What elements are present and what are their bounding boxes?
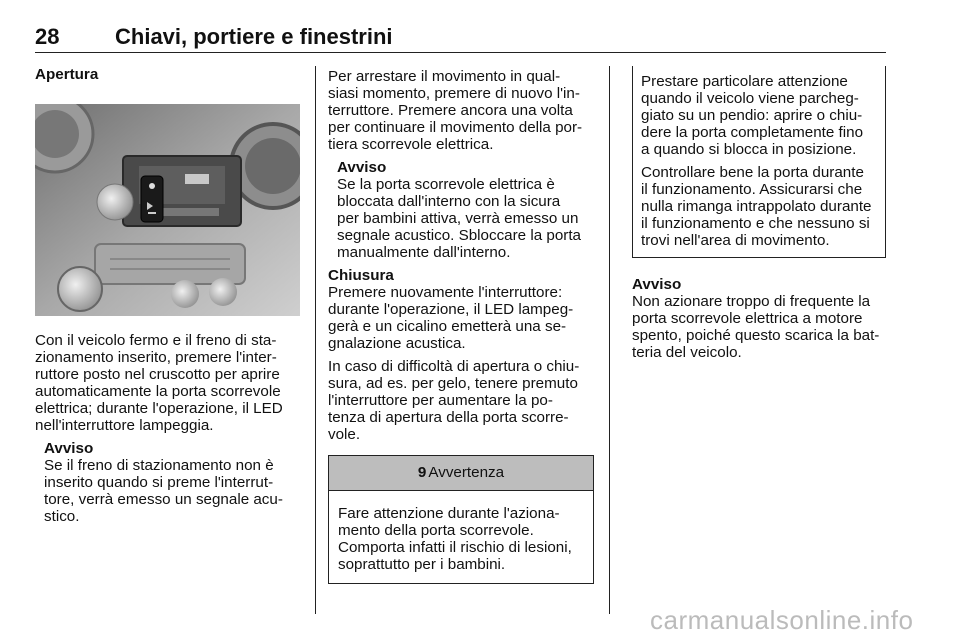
- note-child-lock: [328, 159, 594, 261]
- watermark-text: carmanualsonline.info: [650, 605, 914, 635]
- column-2: [328, 68, 594, 584]
- warning-line: mento della porta scorrevole.: [338, 522, 534, 539]
- warning-line: Controllare bene la porta durante: [641, 164, 864, 181]
- body-line: Con il veicolo fermo e il freno di sta-: [35, 332, 277, 349]
- body-line: tiera scorrevole elettrica.: [328, 136, 494, 153]
- body-line: per continuare il movimento della por-: [328, 119, 583, 136]
- warning-line: Fare attenzione durante l'aziona-: [338, 505, 560, 522]
- body-line: siasi momento, premere di nuovo l'in-: [328, 85, 580, 102]
- body-line: l'interruttore per aumentare la po-: [328, 392, 553, 409]
- body-line: In caso di difficoltà di apertura o chiu-: [328, 358, 580, 375]
- body-line: terruttore. Premere ancora una volta: [328, 102, 573, 119]
- body-line: durante l'operazione, il LED lampeg-: [328, 301, 574, 318]
- warning-line: quando il veicolo viene parcheg-: [641, 90, 859, 107]
- note-line: manualmente dall'interno.: [337, 244, 511, 261]
- trap-warning: [641, 164, 881, 249]
- note-line: segnale acustico. Sbloccare la porta: [337, 227, 581, 244]
- chiusura-text: [328, 284, 594, 352]
- warning-box-continued: [632, 66, 886, 258]
- note-line: bloccata dall'interno con la sicura: [337, 193, 561, 210]
- apertura-instructions: [35, 332, 300, 434]
- page-header: [35, 24, 886, 53]
- note-battery: [632, 276, 886, 361]
- column-1: [35, 66, 300, 525]
- slope-warning: [641, 73, 881, 158]
- note-line: tore, verrà emesso un segnale acu-: [44, 491, 283, 508]
- body-line: gnalazione acustica.: [328, 335, 466, 352]
- note-label: Avviso: [44, 440, 94, 457]
- warning-line: il funzionamento. Assicurarsi che: [641, 181, 863, 198]
- body-line: Per arrestare il movimento in qual-: [328, 68, 561, 85]
- section-heading-chiusura: Chiusura: [328, 267, 394, 284]
- body-line: sura, ad es. per gelo, tenere premuto: [328, 375, 578, 392]
- body-line: gerà e un cicalino emetterà una se-: [328, 318, 567, 335]
- note-line: Se la porta scorrevole elettrica è: [337, 176, 555, 193]
- note-label: Avviso: [632, 276, 682, 293]
- warning-box: [328, 455, 594, 584]
- chapter-title: Chiavi, portiere e finestrini: [115, 24, 393, 49]
- body-line: tenza di apertura della porta scorre-: [328, 409, 569, 426]
- page-number: 28: [35, 24, 60, 49]
- body-line: elettrica; durante l'operazione, il LED: [35, 400, 283, 417]
- note-line: spento, poiché questo scarica la bat-: [632, 327, 880, 344]
- body-line: zionamento inserito, premere l'inter-: [35, 349, 277, 366]
- dashboard-switch-illustration: [35, 104, 300, 316]
- warning-line: soprattutto per i bambini.: [338, 556, 506, 573]
- warning-line: Comporta infatti il rischio di lesioni,: [338, 539, 572, 556]
- note-line: teria del veicolo.: [632, 344, 742, 361]
- note-label: Avviso: [337, 159, 387, 176]
- note-line: stico.: [44, 508, 80, 525]
- column-divider: [609, 66, 610, 614]
- note-line: inserito quando si preme l'interrut-: [44, 474, 274, 491]
- body-line: Premere nuovamente l'interruttore:: [328, 284, 563, 301]
- warning-body: [329, 491, 593, 583]
- note-line: per bambini attiva, verrà emesso un: [337, 210, 579, 227]
- warning-triangle-icon: 9: [417, 464, 427, 481]
- warning-line: trovi nell'area di movimento.: [641, 232, 830, 249]
- column-3: [632, 66, 886, 361]
- body-line: automaticamente la porta scorrevole: [35, 383, 281, 400]
- body-line: nell'interruttore lampeggia.: [35, 417, 214, 434]
- warning-header: [329, 456, 593, 491]
- note-line: Non azionare troppo di frequente la: [632, 293, 871, 310]
- warning-line: nulla rimanga intrappolato durante: [641, 198, 872, 215]
- dashboard-switch-photo: [35, 104, 300, 316]
- column-divider: [315, 66, 316, 614]
- note-parking-brake: [35, 440, 300, 525]
- warning-line: dere la porta completamente fino: [641, 124, 864, 141]
- warning-line: Prestare particolare attenzione: [641, 73, 848, 90]
- note-line: Se il freno di stazionamento non è: [44, 457, 274, 474]
- warning-line: giato su un pendio: aprire o chiu-: [641, 107, 863, 124]
- warning-line: a quando si blocca in posizione.: [641, 141, 857, 158]
- note-line: porta scorrevole elettrica a motore: [632, 310, 863, 327]
- body-line: ruttore posto nel cruscotto per aprire: [35, 366, 280, 383]
- body-line: vole.: [328, 426, 361, 443]
- warning-title: Avvertenza: [428, 464, 505, 481]
- warning-line: il funzionamento e che nessuno si: [641, 215, 870, 232]
- section-heading-apertura: Apertura: [35, 66, 99, 83]
- frost-text: [328, 358, 594, 443]
- stop-movement-text: [328, 68, 594, 153]
